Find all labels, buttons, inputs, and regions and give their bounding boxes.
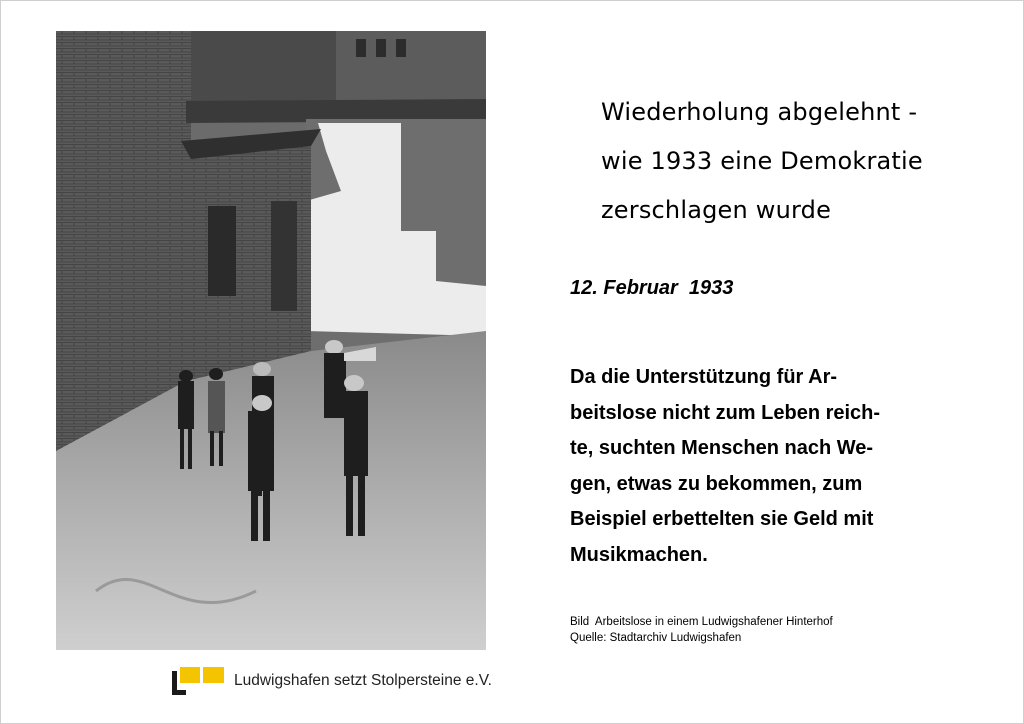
caption-description: Bild Arbeitslose in einem Ludwigshafener Hinterhof [570,616,833,628]
title-line: zerschlagen wurde [601,196,832,224]
title-line: Wiederholung abgelehnt - [601,98,918,126]
body-line: Musikmachen. [570,543,708,566]
historical-photo [56,31,486,650]
event-date: 12. Februar 1933 [570,277,734,299]
body-line: Da die Unterstützung für Ar- [570,366,838,388]
body-text [570,360,930,573]
body-line: gen, etwas zu bekommen, zum [570,472,863,495]
logo-mark-icon [172,665,226,695]
title-line: wie 1933 eine Demokratie [601,147,923,175]
title-block [601,88,1001,235]
caption-source: Quelle: Stadtarchiv Ludwigshafen [570,632,742,644]
body-line: te, suchten Menschen nach We- [570,437,874,459]
body-line: beitslose nicht zum Leben reich- [570,401,881,424]
logo-text: Ludwigshafen setzt Stolpersteine e.V. [234,672,492,689]
body-line: Beispiel erbettelten sie Geld mit [570,508,874,530]
photo-caption [570,614,910,646]
